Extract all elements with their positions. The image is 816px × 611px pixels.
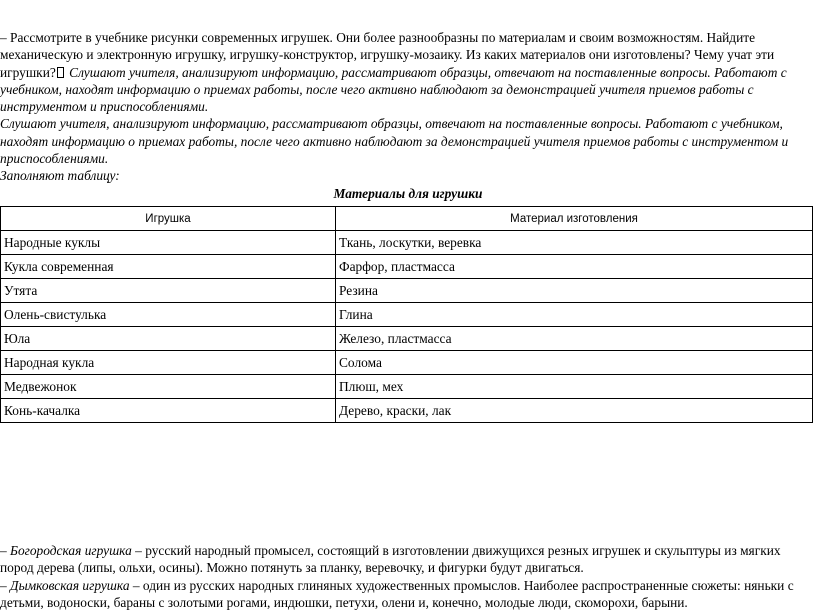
table-title: Материалы для игрушки	[333, 186, 483, 201]
task-text: – Рассмотрите в учебнике рисунки современных игрушек. Они более разнообразны по материалам и своим возможностям. Найдите механическую и электронную игрушку, игрушку-конструктор, игрушку-мозаику. Из каких материалов они изготовлены? Чему учат эти игрушки?	[0, 30, 775, 80]
material-cell: Ткань, лоскутки, веревка	[336, 231, 813, 255]
note-term: Дымковская игрушка	[10, 577, 130, 593]
fill-table-text: Заполняют таблицу:	[0, 168, 120, 184]
activity-text-2: Слушают учителя, анализируют информацию, рассматривают образцы, отвечают на поставленные вопросы. Работают с учебником, находят информацию о приемах работы, после чего активно наблюдают за демонстрацией учителя приемов работы с инструментом и приспособлениями.	[0, 116, 789, 167]
table-header-row	[1, 207, 813, 231]
header-material: Материал изготовления	[336, 207, 813, 231]
toy-cell: Медвежонок	[1, 375, 336, 399]
table-row	[1, 303, 813, 327]
toy-cell: Олень-свистулька	[1, 303, 336, 327]
note-dash: –	[0, 577, 11, 593]
material-cell: Фарфор, пластмасса	[336, 255, 813, 279]
toy-cell: Народные куклы	[1, 231, 336, 255]
note-term: Богородская игрушка	[10, 543, 132, 558]
material-cell: Дерево, краски, лак	[336, 399, 813, 423]
notes-block	[0, 542, 808, 611]
table-row	[1, 231, 813, 255]
note-dash: –	[0, 543, 11, 558]
intro-paragraph	[0, 29, 808, 115]
table-row	[1, 255, 813, 279]
note-text: – один из русских народных глиняных художественных промыслов. Наиболее распространенные сюжеты: няньки с детьми, водоноски, бараны с золотыми рогами, индюшки, петухи, олени и, конечно, молодые люди, скоморохи, барыни.	[0, 577, 794, 610]
material-cell: Глина	[336, 303, 813, 327]
toy-cell: Кукла современная	[1, 255, 336, 279]
activity-text-1: Слушают учителя, анализируют информацию, рассматривают образцы, отвечают на поставленные вопросы. Работают с учебником, находят информацию о приемах работы, после чего активно наблюдают за демонстрацией учителя приемов работы с инструментом и приспособлениями.	[0, 64, 787, 115]
missing-glyph-icon	[57, 67, 64, 78]
header-toy: Игрушка	[1, 207, 336, 231]
note-bogorodskaya	[0, 542, 808, 577]
toy-cell: Утята	[1, 279, 336, 303]
intro-text	[0, 29, 808, 185]
toy-cell: Народная кукла	[1, 351, 336, 375]
material-cell: Железо, пластмасса	[336, 327, 813, 351]
note-dymkovskaya	[0, 577, 808, 611]
material-cell: Резина	[336, 279, 813, 303]
table-row	[1, 399, 813, 423]
table-row	[1, 375, 813, 399]
table-row	[1, 351, 813, 375]
table-row	[1, 279, 813, 303]
material-cell: Солома	[336, 351, 813, 375]
table-row	[1, 327, 813, 351]
materials-table	[0, 206, 813, 423]
note-text: – русский народный промысел, состоящий в изготовлении движущихся резных игрушек и скульптуры из мягких пород дерева (липы, ольхи, осины). Можно потянуть за планку, веревочку, и фигурки будут двигаться.	[0, 543, 781, 576]
material-cell: Плюш, мех	[336, 375, 813, 399]
toy-cell: Юла	[1, 327, 336, 351]
toy-cell: Конь-качалка	[1, 399, 336, 423]
